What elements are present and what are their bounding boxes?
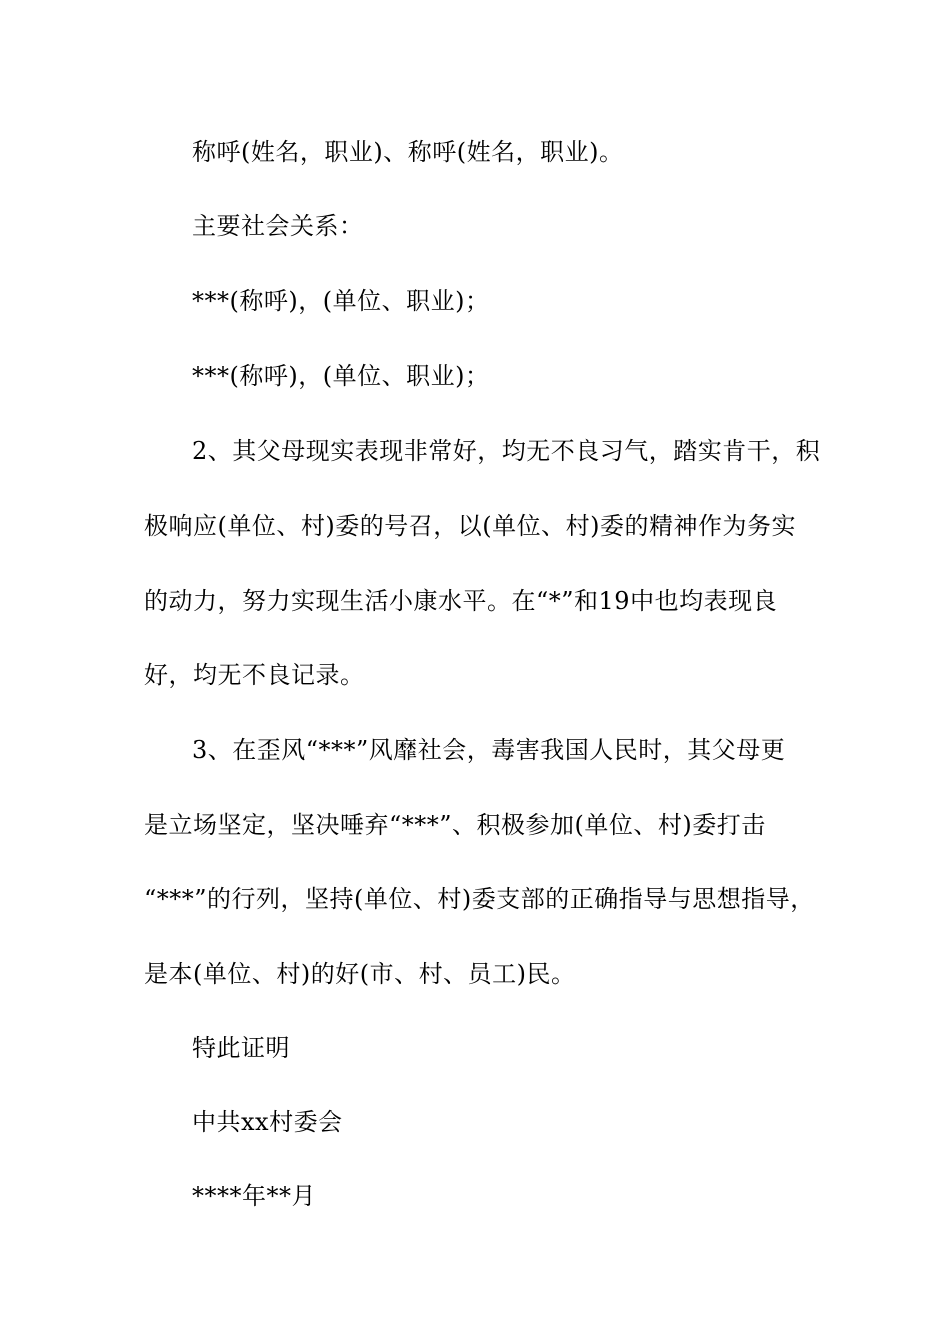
certification-statement: 特此证明 <box>192 1034 290 1062</box>
paragraph-2-line-2: 极响应(单位、村)委的号召，以(单位、村)委的精神作为务实 <box>144 512 796 540</box>
paragraph-3-line-2: 是立场坚定，坚决唾弃“***”、积极参加(单位、村)委打击 <box>144 811 766 839</box>
relation-item-1: ***(称呼)，(单位、职业)； <box>192 287 490 315</box>
relatives-line: 称呼(姓名，职业)、称呼(姓名，职业)。 <box>192 138 624 166</box>
issue-date: ****年**月 <box>192 1182 316 1210</box>
paragraph-3-line-1: 3、在歪风“***”风靡社会，毒害我国人民时，其父母更 <box>192 736 786 764</box>
paragraph-3-line-3: “***”的行列，坚持(单位、村)委支部的正确指导与思想指导， <box>144 885 815 913</box>
relation-item-2: ***(称呼)，(单位、职业)； <box>192 362 490 390</box>
paragraph-2-line-1: 2、其父母现实表现非常好，均无不良习气，踏实肯干，积 <box>192 437 821 465</box>
issuer-name: 中共xx村委会 <box>192 1108 343 1136</box>
paragraph-3-line-4: 是本(单位、村)的好(市、村、员工)民。 <box>144 960 576 988</box>
paragraph-2-line-4: 好，均无不良记录。 <box>144 661 365 689</box>
paragraph-2-line-3: 的动力，努力实现生活小康水平。在“*”和19中也均表现良 <box>144 587 778 615</box>
social-relations-heading: 主要社会关系： <box>192 212 364 240</box>
